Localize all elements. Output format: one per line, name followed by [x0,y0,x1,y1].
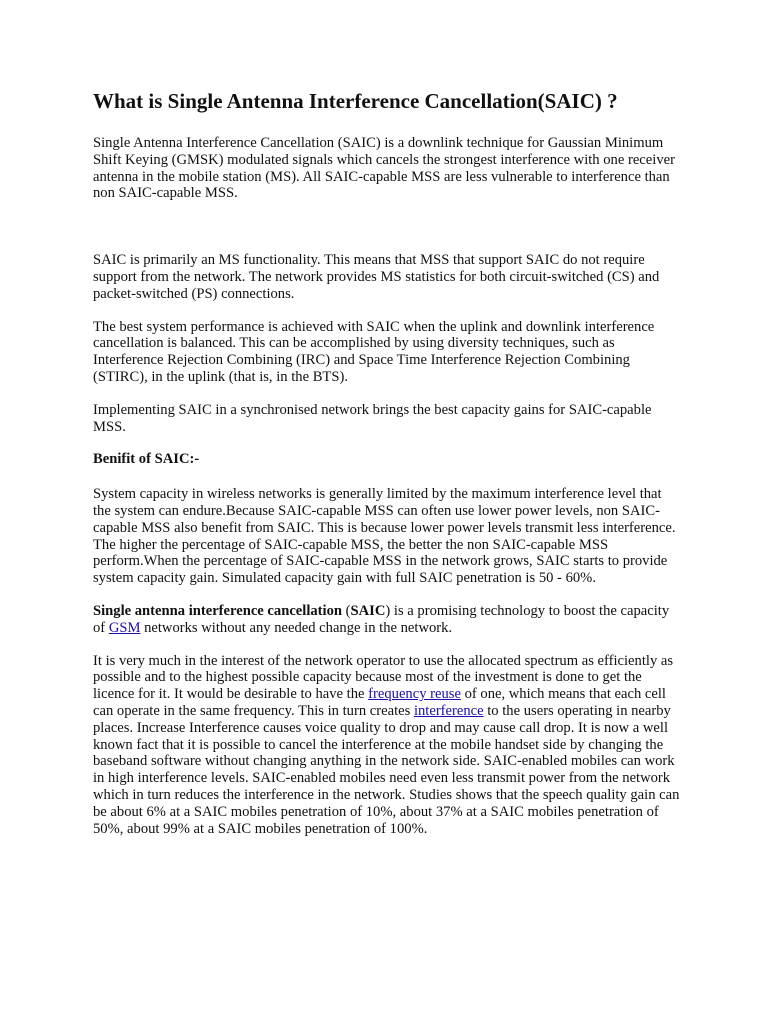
text-segment: to the users operating in nearby places. Increase Interference causes voice quality to drop and may cause call drop. It is now a well known fact that it is possible to cancel the interference at the mobile handset side by changing the baseband software without changing anything in the network side. SAIC-enabled mobiles can work in high interference levels. SAIC-enabled mobiles need even less transmit power from the network which in turn reduces the interference in the network. Studies shows that the speech quality gain can be about 6% at a SAIC mobiles penetration of 10%, about 37% at a SAIC mobiles penetration of 50%, about 99% at a SAIC mobiles penetration of 100%. [93,702,680,837]
paragraph-saic-definition [93,603,683,637]
paragraph-network-operator [93,653,683,838]
gsm-link[interactable]: GSM [108,619,141,636]
document-title: What is Single Antenna Interference Cancellation(SAIC) ? [93,89,618,113]
text-segment: It is very much in the interest of the network operator to use the allocated spectrum as efficiently as possible and to the highest possible capacity because most of the investment is done to get the licence for it. It would be desirable to have the [93,652,674,703]
text-segment: of one, which means that each cell can operate in the same frequency. This in turn creates [93,686,666,719]
interference-link[interactable]: interference [413,702,484,719]
paragraph-system-capacity: System capacity in wireless networks is generally limited by the maximum interference level that the system can endure.Because SAIC-capable MSS can often use lower power levels, non SAIC-capable MSS also benefit from SAIC. This is because lower power levels transmit less interference. The higher the percentage of SAIC-capable MSS, the better the non SAIC-capable MSS perform.When the percentage of SAIC-capable MSS in the network grows, SAIC starts to provide system capacity gain. Simulated capacity gain with full SAIC penetration is 50 - 60%. [93,486,676,587]
paragraph-intro: Single Antenna Interference Cancellation (SAIC) is a downlink technique for Gaussian Minimum Shift Keying (GMSK) modulated signals which cancels the strongest interference with one receiver antenna in the mobile station (MS). All SAIC-capable MSS are less vulnerable to interference than non SAIC-capable MSS. [93,135,675,202]
paragraph-system-performance: The best system performance is achieved with SAIC when the uplink and downlink interference cancellation is balanced. This can be accomplished by using diversity techniques, such as Interference Rejection Combining (IRC) and Space Time Interference Rejection Combining (STIRC), in the uplink (that is, in the BTS). [93,318,655,385]
spacer [93,218,683,252]
paragraph-synchronised-network: Implementing SAIC in a synchronised network brings the best capacity gains for SAIC-capable MSS. [93,401,652,435]
text-segment: networks without any needed change in the network. [140,619,453,636]
bold-term: Single antenna interference cancellation [93,602,343,619]
paragraph-ms-functionality: SAIC is primarily an MS functionality. This means that MSS that support SAIC do not require support from the network. The network provides MS statistics for both circuit-switched (CS) and packet-switched (PS) connections. [93,252,660,302]
text-segment: ( [342,602,351,619]
bold-abbreviation: SAIC [350,602,386,619]
text-segment: ) is a promising technology to boost the capacity of [93,602,670,636]
section-heading-benefit: Benifit of SAIC:- [93,451,200,468]
frequency-reuse-link[interactable]: frequency reuse [368,686,461,703]
document-page [93,88,683,853]
